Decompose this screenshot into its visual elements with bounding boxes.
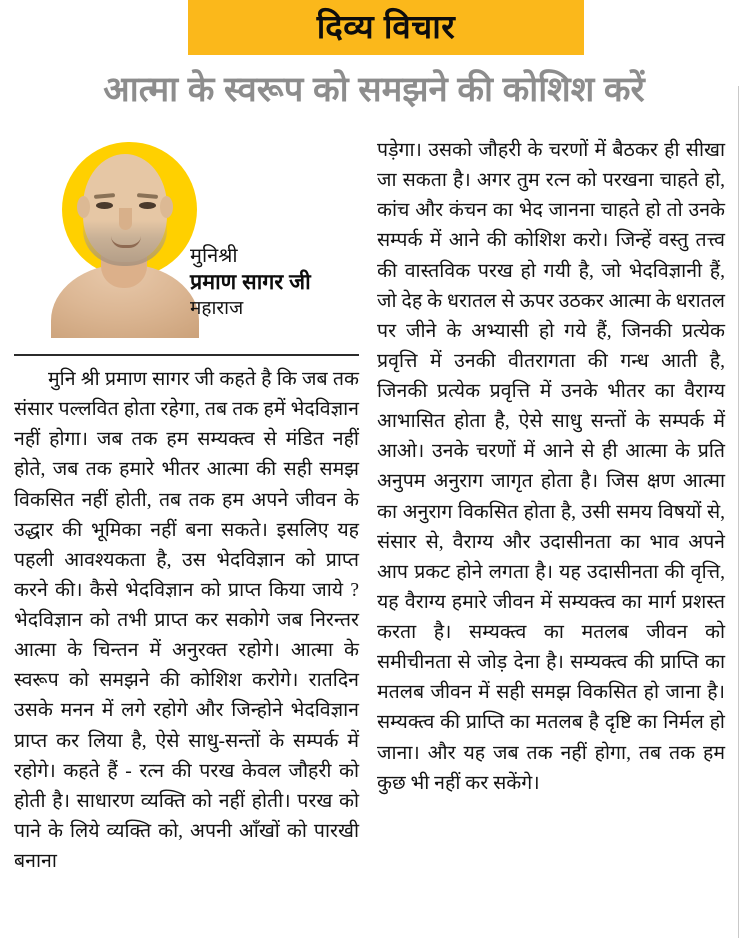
masthead-band [188,0,584,55]
author-portrait [49,136,201,334]
figure-ear-left [77,196,90,218]
body-paragraph-right: पड़ेगा। उसको जौहरी के चरणों में बैठकर ही सीखा जा सकता है। अगर तुम रत्न को परखना चाहते हो, कांच और कंचन का भेद जानना चाहते हो तो उनके सम्पर्क में आने की कोशिश करो। जिन्हें वस्तु तत्त्व की वास्तविक परख हो गयी है, जो भेदविज्ञानी हैं, जो देह के धरातल से ऊपर उठकर आत्मा के धरातल पर जीने के अभ्यासी हो गये हैं, जिनकी प्रत्येक प्रवृत्ति में उनकी वीतरागता की गन्ध आती है, जिनकी प्रत्येक प्रवृत्ति में उनके भीतर का वैराग्य आभासित होता है, ऐसे साधु सन्तों के सम्पर्क में आओ। उनके चरणों में आने से ही आत्मा के प्रति अनुपम अनुराग जागृत होता है। जिस क्षण आत्मा का अनुराग विकसित होता है, उसी समय विषयों से, संसार से, वैराग्य और उदासीनता का भाव अपने आप प्रकट होने लगता है। यह उदासीनता की वृत्ति, यह वैराग्य हमारे जीवन में सम्यक्त्व का मार्ग प्रशस्त करता है। सम्यक्त्व का मतलब जीवन को समीचीनता से जोड़ देना है। सम्यक्त्व की प्राप्ति का मतलब जीवन में सही समझ विकसित हो जाना है। सम्यक्त्व की प्राप्ति का मतलब है दृष्टि का निर्मल हो जाना। और यह जब तक नहीं होगा, तब तक हम कुछ भी नहीं कर सकेंगे। [377,140,725,794]
figure-eye-right [139,202,156,209]
figure-eye-left [96,202,113,209]
column-right [377,136,725,799]
figure-nose [119,208,132,230]
monk-figure-icon [49,136,201,334]
article-headline: आत्मा के स्वरूप को समझने की कोशिश करें [103,70,645,109]
masthead-title: दिव्य विचार [316,7,456,45]
byline-prefix: मुनिश्री [190,245,238,267]
figure-ear-right [160,196,173,218]
byline-suffix: महाराज [190,297,244,319]
masthead-banner [0,0,750,56]
column-left [14,136,359,877]
author-block [14,136,359,350]
body-paragraph-left: मुनि श्री प्रमाण सागर जी कहते है कि जब तक संसार पल्लवित होता रहेगा, तब तक हमें भेदविज्ञान नहीं होगा। जब तक हम सम्यक्त्व से मंडित नहीं होते, जब तक हमारे भीतर आत्मा की सही समझ विकसित नहीं होती, तब तक हम अपने जीवन के उद्धार की भूमिका नहीं बना सकते। इसलिए यह पहली आवश्यकता है, उस भेदविज्ञान को प्राप्त करने की। कैसे भेदविज्ञान को प्राप्त किया जाये ? भेदविज्ञान को तभी प्राप्त कर सकोगे जब निरन्तर आत्मा के चिन्तन में अनुरक्त रहोगे। आत्मा के स्वरूप को समझने की कोशिश करोगे। रातदिन उसके मनन में लगे रहोगे और जिन्होने भेदविज्ञान प्राप्त कर लिया है, ऐसे साधु-सन्तों के सम्पर्क में रहोगे। कहते हैं - रत्न की परख केवल जौहरी को होती है। साधारण व्यक्ति को नहीं होती। परख को पाने के लिये व्यक्ति को, अपनी आँखों को पारखी बनाना [14,369,359,872]
byline-name: प्रमाण सागर जी [190,270,311,294]
article-body [0,136,750,938]
byline-divider [14,354,359,356]
byline [190,244,358,322]
